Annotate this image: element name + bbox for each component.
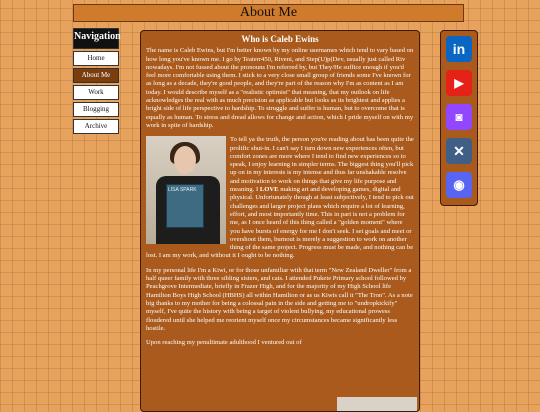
love-emphasis: LOVE	[259, 186, 279, 194]
interests-paragraph: To tell ya the truth, the person you're reading about has been quite the prolific shut-in. I can't say I turn down new experiences often, but comfort zones are more where I tend to find new experiences so to speak, I enjoy learning in simpler terms. The biggest thing you'll pick up on in my interests is my intense and thus far unshakable resolve and motivation to work on things that give my life purpose and meaning. I LOVE making art and developing games, digital and physical. Unfortunately though at least subjectively, I tend to pick out challenges and larger project plans which require a lot of learning, effort, and most importantly time. This in part is not a problem for me, as I once heard of this thing called a "golden moment" where you have bursts of energy for me I don't seek. I set goals and meet or overshoot them, burnout is merely a suggestion to work on another thing of the same project. Progress must be made, and nothing can be lost. I am my work, and without it I ought to be nothing.	[146, 136, 414, 260]
photo-book-title: LISA SPARK	[168, 187, 197, 194]
youtube-icon[interactable]: ▶	[446, 70, 472, 96]
nav-home-button[interactable]: Home	[73, 51, 119, 66]
x-twitter-icon[interactable]: ✕	[446, 138, 472, 164]
twitch-icon[interactable]: ◙	[446, 104, 472, 130]
content-heading: Who is Caleb Ewins	[241, 34, 319, 44]
intro-paragraph: The name is Caleb Ewins, but I'm better known by my online usernames which tend to vary based on how long you've known me. I go by Teaterr450, Riveni, and Step(U)p(Dev, usually just called Riv nowadays. I'm not fussed about the pronouns I'm referred by, but They/He suffice enough if you'd feel more comfortable using them. I stick to a very close small group of friends some I've known for as long as a decade, they're good people, and they're part of the reason why I'm as content as I am today. I would describe myself as a "realistic optimist" that meaning, that my outlook on life acknowledges the real with as much precision as applicable but looks as its brightest and applies a bright side of life perspective to hardship. To struggle and suffer is human, but to overcome that is equally as human. To stress and dread allows for change and action, which I pride myself on with my work in spite of hardship.	[146, 47, 414, 129]
discord-icon[interactable]: ◉	[446, 172, 472, 198]
interests-section	[141, 136, 419, 260]
linkedin-icon[interactable]: in	[446, 36, 472, 62]
adulthood-paragraph: Upon reaching my penultimate adulthood I ventured out of	[146, 339, 302, 347]
nav-archive-button[interactable]: Archive	[73, 119, 119, 134]
page-title: About Me	[73, 4, 464, 22]
personal-life-paragraph: In my personal life I'm a Kiwi, or for those unfamiliar with that term "New Zealand Dweller" from a half queer family with three sibling sisters, and cats. I attended Pukete Primary school followed by Peachgrove Intermediate, briefly in Frazer High, and for the majority of my High School life Hamilton Boys High School (HBHS) all within Hamilton or as us Kiwis call it "The Tron". As a note big thanks to my mother for being a colossal pain in the side and getting me to "undropkickify" myself, I've quite the history with being a target of violent bullying, my educational prowess floudered until she helped me reorient myself once my circumstances became significantly less hostile.	[146, 266, 413, 332]
navigation-heading: Navigation	[73, 28, 119, 49]
social-links-panel	[440, 30, 478, 206]
about-content-panel	[140, 30, 420, 412]
nav-blogging-button[interactable]: Blogging	[73, 102, 119, 117]
nav-about-me-button[interactable]: About Me	[73, 68, 119, 83]
nav-work-button[interactable]: Work	[73, 85, 119, 100]
profile-photo	[146, 136, 226, 244]
navigation-panel	[73, 28, 119, 134]
